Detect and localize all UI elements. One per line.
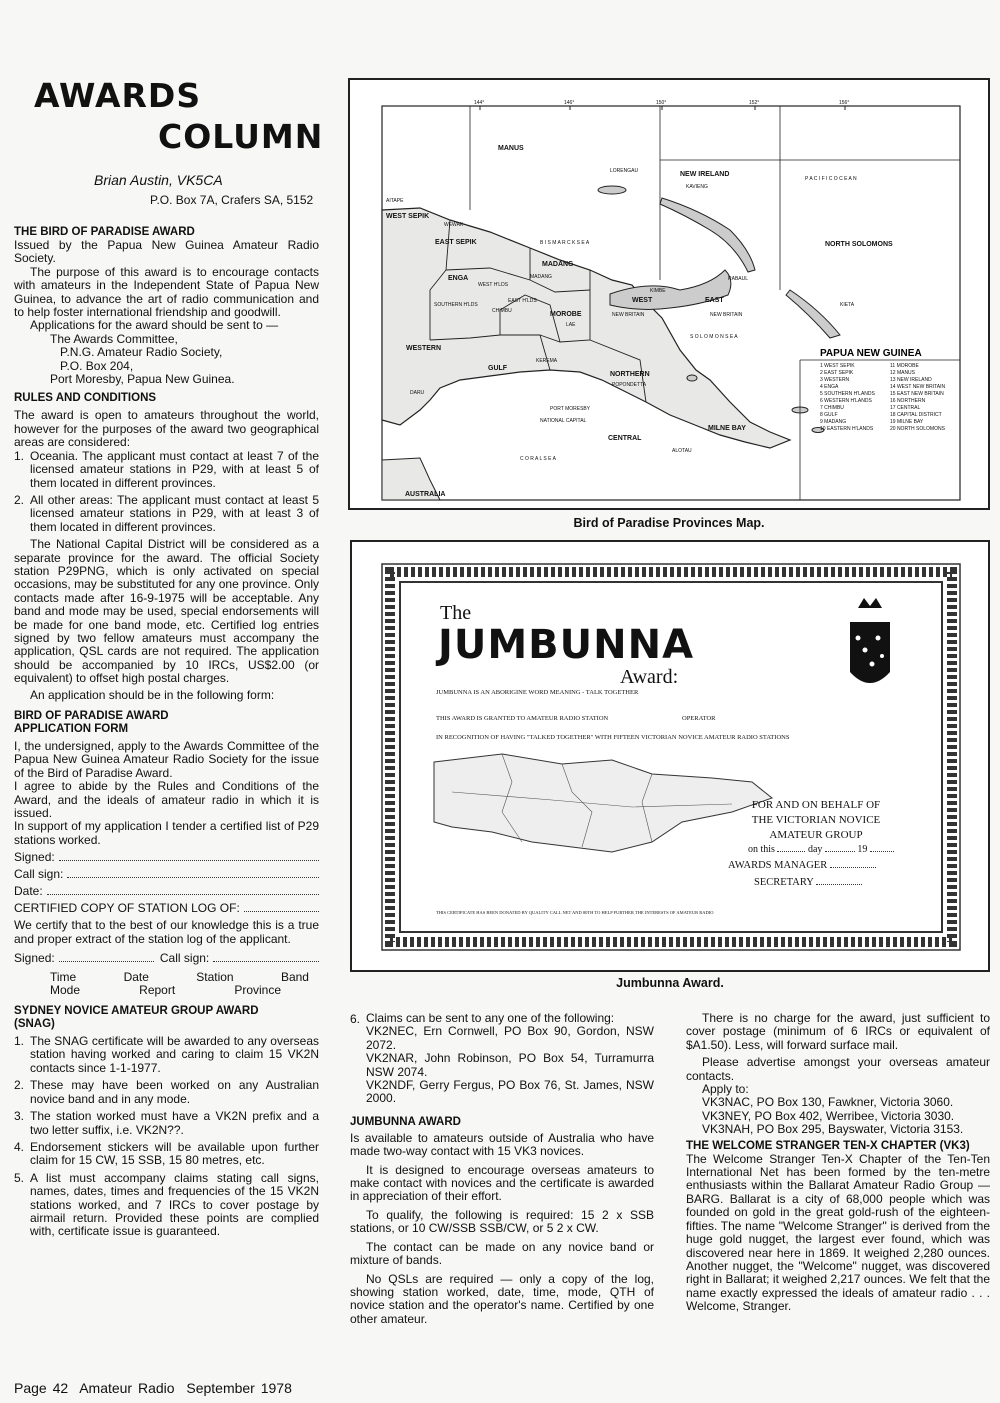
cert-secretary <box>754 877 862 888</box>
jumbunna-paragraph: The contact can be made on any novice band or mixture of bands. <box>350 1239 654 1268</box>
legend-entry: 15 EAST NEW BRITAIN <box>890 391 944 397</box>
list-item <box>14 450 319 490</box>
form-note: An application should be in the following form: <box>30 687 275 702</box>
address-line: Port Moresby, Papua New Guinea. <box>50 372 235 387</box>
jumbunna-paragraph: Is available to amateurs outside of Australia who have made two-way contact with 15 VK3 novices. <box>350 1130 654 1159</box>
lon-label: 150° <box>656 100 667 106</box>
province-label: MILNE BAY <box>708 425 746 432</box>
town-label: RABAUL <box>728 276 749 282</box>
author-address: P.O. Box 7A, Crafers SA, 5152 <box>150 193 314 207</box>
legend-entry: 16 NORTHERN <box>890 398 926 404</box>
province-label: EAST H'LDS <box>508 298 537 304</box>
town-label: DARU <box>410 390 425 396</box>
province-label: GULF <box>488 365 508 372</box>
ncd-paragraph: The National Capital District will be considered as a separate province for the award. The official Society station P29PNG, which is only activated on special occasions, may be substituted for any one province. Only contacts made after 16-9-1975 will be acceptable. Any band and mode may be used, special endorsements will be made for one band mode, etc. Certified log entries signed by two fellow amateurs must accompany the application, QSL cards are not required. The application should be accompanied by 10 IRCs, US$2.00 (or equivalent) to offset high postal charges. <box>14 537 319 686</box>
bird-heading: THE BIRD OF PARADISE AWARD <box>14 226 195 238</box>
legend-entry: 19 MILNE BAY <box>890 419 924 425</box>
star-icon <box>876 636 881 641</box>
col-label: Date <box>123 970 149 985</box>
sea-label: P A C I F I C O C E A N <box>805 176 857 182</box>
signed2-label: Signed: <box>14 951 55 966</box>
signed-line <box>14 851 319 864</box>
apply-label: Apply to: <box>702 1082 749 1097</box>
cert-secretary-label: SECRETARY <box>754 877 814 888</box>
town-label: LAE <box>566 322 576 328</box>
item-text: Endorsement stickers will be available upon further claim for 15 CW, 15 SSB, 15 80 metres, etc. <box>30 1139 319 1168</box>
left-column <box>14 226 319 1243</box>
claim-address: VK2NEC, Ern Cornwell, PO Box 90, Gordon, NSW 2072. <box>366 1024 654 1052</box>
cert-year: 19 <box>857 844 868 855</box>
town-label: POPONDETTA <box>612 382 647 388</box>
legend-entry: 12 MANUS <box>890 370 916 376</box>
column-title-line1: AWARDS <box>34 76 202 115</box>
legend-entry: 4 ENGA <box>820 384 839 390</box>
lon-label: 144° <box>474 100 485 106</box>
town-label: MADANG <box>530 274 552 280</box>
callsign2-blank <box>213 952 319 962</box>
cert-behalf-line: AMATEUR GROUP <box>769 829 863 841</box>
legend-entry: 9 MADANG <box>820 419 847 425</box>
address-line: The Awards Committee, <box>50 331 178 346</box>
star-icon <box>856 636 861 641</box>
col-label: Band <box>280 970 309 985</box>
col3-paragraph: There is no charge for the award, just sufficient to cover postage (minimum of 6 IRCs or equivalent of $A1.50). Less, will forward surface mail. <box>686 1011 990 1052</box>
cert-footnote: THIS CERTIFICATE HAS BEEN DONATED BY QUALITY CALL NET AND 80TH TO HELP FURTHER THE INTERESTS OF AMATEUR RADIO <box>436 910 714 915</box>
date-blank <box>47 885 319 895</box>
jumbunna-heading: JUMBUNNA AWARD <box>350 1115 461 1128</box>
item-text: All other areas: The applicant must contact at least 5 licensed amateur stations in P29, with at least 3 of them located in different provinces. <box>30 492 319 534</box>
map-caption: Bird of Paradise Provinces Map. <box>573 516 765 530</box>
cert-manager-blank <box>830 867 876 868</box>
sea-label: S O L O M O N S E A <box>690 334 738 340</box>
cert-copy-blank <box>244 902 319 912</box>
cert-day-blank <box>777 851 805 852</box>
star-icon <box>880 654 884 658</box>
legend-entry: 2 EAST SEPIK <box>820 370 854 376</box>
item-text: The SNAG certificate will be awarded to any overseas station having worked and caring to claim 15 VK2N contacts since 1-1-1977. <box>30 1034 319 1075</box>
province-label: ENGA <box>448 275 469 282</box>
snag-heading1: SYDNEY NOVICE AMATEUR GROUP AWARD <box>14 1005 259 1018</box>
list-item <box>14 1110 319 1137</box>
map-frame <box>348 78 990 510</box>
signed2-line <box>14 952 319 965</box>
province-label: CHIMBU <box>492 308 512 314</box>
legend-entry: 20 NORTH SOLOMONS <box>890 426 945 432</box>
province-label: EAST SEPIK <box>435 239 477 246</box>
legend-entry: 1 WEST SEPIK <box>820 363 855 369</box>
province-label: NEW BRITAIN <box>612 312 645 318</box>
item-number: 4. <box>14 1139 25 1154</box>
town-label: LORENGAU <box>610 168 639 174</box>
item-text: These may have been worked on any Australian novice band and in any mode. <box>30 1078 319 1106</box>
crest-shield <box>850 622 890 683</box>
cert-line2b: OPERATOR <box>682 715 716 722</box>
middle-column <box>350 1012 654 1326</box>
legend-entry: 10 EASTERN H'LANDS <box>820 426 874 432</box>
cert-year-blank <box>870 851 894 852</box>
cert-date-line <box>748 844 894 855</box>
cert-on-this: on this <box>748 844 775 855</box>
form-paragraph: I, the undersigned, apply to the Awards Committee of the Papua New Guinea Amateur Radio Society for the issue of the Bird of Paradise Award. <box>14 739 319 780</box>
item-number: 1. <box>14 448 25 463</box>
callsign-line <box>14 868 319 881</box>
cert-behalf-line: FOR AND ON BEHALF OF <box>751 799 881 811</box>
lon-label: 146° <box>564 100 575 106</box>
page-footer <box>14 1380 292 1396</box>
cert-behalf-line: THE VICTORIAN NOVICE <box>751 814 881 826</box>
col-label: Province <box>234 983 281 998</box>
cert-line2a: THIS AWARD IS GRANTED TO AMATEUR RADIO STATION <box>436 715 609 722</box>
legend-entry: 14 WEST NEW BRITAIN <box>890 384 946 390</box>
province-label: MOROBE <box>550 311 582 318</box>
town-label: KIMBE <box>650 288 666 294</box>
town-label: KAVIENG <box>686 184 708 190</box>
province-label: WEST H'LDS <box>478 282 509 288</box>
bird-address <box>14 333 319 387</box>
town-label: KEREMA <box>536 358 558 364</box>
apply-address: VK3NAC, PO Box 130, Fawkner, Victoria 3060. <box>702 1095 954 1110</box>
snag-list <box>14 1035 319 1239</box>
list-item <box>14 494 319 534</box>
item-number: 1. <box>14 1034 25 1049</box>
col3-paragraph: Please advertise amongst your overseas amateur contacts. <box>686 1055 990 1083</box>
date-line <box>14 885 319 898</box>
crown-icon <box>858 598 882 608</box>
callsign-label: Call sign: <box>14 867 64 882</box>
form-heading2: APPLICATION FORM <box>14 723 129 735</box>
author-name: Brian Austin, VK5CA <box>94 172 223 188</box>
cert-day: day <box>807 844 823 855</box>
legend-entry: 3 WESTERN <box>820 377 850 383</box>
province-label: NEW IRELAND <box>680 171 730 178</box>
town-label: KIETA <box>840 302 855 308</box>
item-text: A list must accompany claims stating call signs, names, dates, times and frequencies of the 15 VK2N stations worked, and 7 IRCs to cover postage by airmail return. Provided these points are complied with, certificate issue is guaranteed. <box>30 1170 319 1239</box>
manus-island <box>598 186 626 194</box>
cert-manager-label: AWARDS MANAGER <box>728 860 828 871</box>
col-label: Time <box>50 970 77 985</box>
legend-entry: 6 WESTERN H'LANDS <box>820 398 872 404</box>
province-label: WEST <box>632 297 653 304</box>
legend-entry: 7 CHIMBU <box>820 405 844 411</box>
signed2-blank <box>59 952 154 962</box>
snag-heading2: (SNAG) <box>14 1018 55 1031</box>
lon-label: 156° <box>839 100 850 106</box>
province-label: MADANG <box>542 261 574 268</box>
welcome-stranger-text: The Welcome Stranger Ten-X Chapter of the Ten-Ten International Net has been formed by the ten-metre enthusiasts within the Ballarat Amateur Radio Group — BARG. Ballarat is a city of 68,000 people which was founded on gold in the great gold-rush of the eighteen-fifties. The name "Welcome Stranger" is derived from the huge gold nugget, the largest ever found, which was discovered near here in 1869. It weighed 2,280 ounces. Another nugget, the "Welcome" nugget, was discovered right in Ballarat; it weighed 2,217 ounces. We felt that the name exactly expressed the ideals of amateur radio . . . Welcome, Stranger. <box>686 1151 990 1314</box>
province-label: WESTERN <box>406 345 441 352</box>
cert-line3: IN RECOGNITION OF HAVING "TALKED TOGETHER" WITH FIFTEEN VICTORIAN NOVICE AMATEUR RADIO STATIONS <box>436 734 790 741</box>
column-title-line2: COLUMN <box>158 117 324 156</box>
log-columns-row1 <box>14 969 319 984</box>
col-label: Report <box>139 983 176 998</box>
bird-applications: Applications for the award should be sent to — <box>30 318 279 333</box>
province-label: WEST SEPIK <box>386 213 430 220</box>
list-item <box>14 1035 319 1075</box>
form-paragraph: I agree to abide by the Rules and Conditions of the Award, and the ideals of amateur radio in which it is issued. <box>14 779 319 821</box>
certify-paragraph: We certify that to the best of our knowledge this is a true and proper extract of the station log of the applicant. <box>14 918 319 946</box>
log-columns-row2 <box>14 984 319 997</box>
signed-label: Signed: <box>14 850 55 865</box>
callsign2-label: Call sign: <box>159 951 210 966</box>
town-label: WEWAK <box>444 222 464 228</box>
footer-magazine: Amateur Radio <box>79 1380 175 1396</box>
star-icon <box>863 648 868 653</box>
signed-blank <box>59 851 319 861</box>
bird-purpose: The purpose of this award is to encourage contacts with amateurs in the Independent State of Papua New Guinea, to advance the art of radio communication and to help foster international friendship and goodwill. <box>14 264 319 320</box>
address-line: P.O. Box 204, <box>60 358 134 373</box>
lon-label: 152° <box>749 100 760 106</box>
legend-entry: 11 MOROBE <box>890 363 919 369</box>
town-label: PORT MORESBY <box>550 406 591 412</box>
callsign-blank <box>67 868 319 878</box>
rules-intro: The award is open to amateurs throughout the world, however for the purposes of the award two geographical areas are considered: <box>14 408 319 450</box>
welcome-stranger-heading: THE WELCOME STRANGER TEN-X CHAPTER (VK3) <box>686 1139 970 1152</box>
item-6-text: Claims can be sent to any one of the following: <box>366 1011 615 1025</box>
rules-list <box>14 450 319 534</box>
item-6 <box>350 1012 654 1106</box>
province-label: NORTHERN <box>610 371 650 378</box>
cert-copy-line <box>14 902 319 915</box>
certificate-frame <box>350 540 990 972</box>
cert-the: The <box>440 602 472 624</box>
col-label: Mode <box>50 983 81 998</box>
col-label: Station <box>196 970 234 985</box>
province-label: NEW BRITAIN <box>710 312 743 318</box>
item-text: The station worked must have a VK2N prefix and a two letter suffix, i.e. VK2N??. <box>30 1109 319 1137</box>
cert-month-blank <box>825 851 855 852</box>
cert-award: Award: <box>620 666 679 688</box>
list-item <box>14 1141 319 1168</box>
cert-copy-label: CERTIFIED COPY OF STATION LOG OF: <box>14 901 240 916</box>
province-label: NATIONAL CAPITAL <box>540 418 587 424</box>
bird-issued: Issued by the Papua New Guinea Amateur Radio Society. <box>14 238 319 266</box>
map-title: PAPUA NEW GUINEA <box>820 348 922 359</box>
item-number: 2. <box>14 492 25 507</box>
date-label: Date: <box>14 884 43 899</box>
form-paragraph: In support of my application I tender a certified list of P29 stations worked. <box>14 819 319 847</box>
apply-address: VK3NEY, PO Box 402, Werribee, Victoria 3030. <box>702 1108 955 1123</box>
item-text: Oceania. The applicant must contact at least 7 of the licensed amateur stations in P29, with at least 5 of them located in different provinces. <box>30 448 319 490</box>
cert-manager <box>728 860 876 871</box>
town-label: AITAPE <box>386 198 404 204</box>
list-item <box>14 1172 319 1239</box>
address-line: P.N.G. Amateur Radio Society, <box>60 345 223 360</box>
rules-heading: RULES AND CONDITIONS <box>14 392 157 405</box>
legend-entry: 17 CENTRAL <box>890 405 921 411</box>
right-column <box>686 1012 990 1314</box>
province-label: MANUS <box>498 145 524 152</box>
cert-caption: Jumbunna Award. <box>616 976 724 990</box>
province-label: SOUTHERN H'LDS <box>434 302 478 308</box>
list-item <box>14 1079 319 1106</box>
country-label: AUSTRALIA <box>405 491 446 498</box>
item-number: 2. <box>14 1078 25 1093</box>
province-label: CENTRAL <box>608 435 642 442</box>
legend-entry: 5 SOUTHERN H'LANDS <box>820 391 875 397</box>
item-number: 3. <box>14 1109 25 1124</box>
province-label: NORTH SOLOMONS <box>825 241 893 248</box>
jumbunna-paragraph: No QSLs are required — only a copy of the log, showing station worked, date, time, mode, QTH of novice station and the operator's name. Certified by one other amateur. <box>350 1271 654 1326</box>
item-number: 5. <box>14 1170 25 1185</box>
cert-line1: JUMBUNNA IS AN ABORIGINE WORD MEANING - TALK TOGETHER <box>436 689 639 696</box>
claim-address: VK2NDF, Gerry Fergus, PO Box 76, St. James, NSW 2000. <box>366 1078 654 1106</box>
town-label: ALOTAU <box>672 448 692 454</box>
png-provinces-map <box>350 80 988 508</box>
footer-date: September 1978 <box>186 1380 292 1396</box>
province-label: EAST <box>705 297 724 304</box>
star-icon <box>870 662 875 667</box>
cert-title: JUMBUNNA <box>438 622 695 668</box>
apply-address: VK3NAH, PO Box 295, Bayswater, Victoria 3153. <box>702 1122 964 1137</box>
footer-page: Page 42 <box>14 1380 69 1396</box>
legend-entry: 8 GULF <box>820 412 838 418</box>
form-heading1: BIRD OF PARADISE AWARD <box>14 710 169 722</box>
item-number: 6. <box>350 1012 361 1026</box>
jumbunna-paragraph: To qualify, the following is required: 15 2 x SSB stations, or 10 CW/SSB SSB/CW, or 5 2 x CW. <box>350 1207 654 1236</box>
cert-behalf <box>736 798 896 843</box>
claim-address: VK2NAR, John Robinson, PO Box 54, Turramurra NSW 2074. <box>366 1051 654 1079</box>
legend-entry: 18 CAPITAL DISTRICT <box>890 412 942 418</box>
sea-label: C O R A L S E A <box>520 456 556 462</box>
victoria-map <box>434 754 772 852</box>
island <box>687 375 697 381</box>
jumbunna-paragraph: It is designed to encourage overseas amateurs to make contact with novices and the certificate is awarded in appreciation of their effort. <box>350 1162 654 1204</box>
sea-label: B I S M A R C K S E A <box>540 240 590 246</box>
cert-secretary-blank <box>816 884 862 885</box>
legend-entry: 13 NEW IRELAND <box>890 377 932 383</box>
